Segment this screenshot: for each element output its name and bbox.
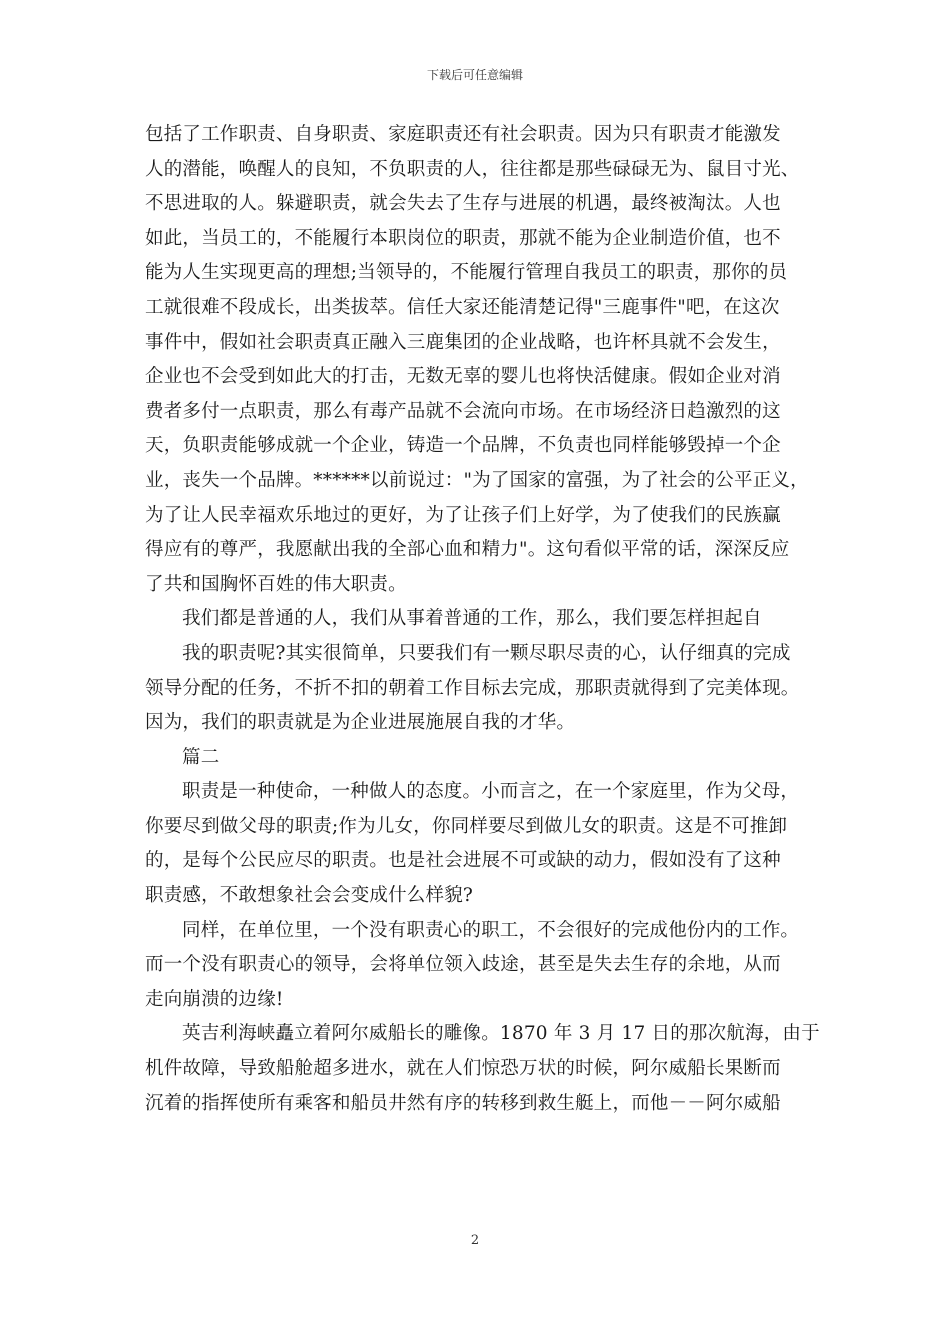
text-line: 我们都是普通的人，我们从事着普通的工作，那么，我们要怎样担起自 [182,608,762,630]
text-line: 了共和国胸怀百姓的伟大职责。 [145,573,407,595]
text-line: 费者多付一点职责，那么有毒产品就不会流向市场。在市场经济日趋激烈的这 [145,400,781,422]
page-number: 2 [470,1233,480,1248]
text-line: 机件故障，导致船舱超多进水，就在人们惊恐万状的时候，阿尔威船长果断而 [145,1058,781,1080]
text-line: 为了让人民幸福欢乐地过的更好，为了让孩子们上好学，为了使我们的民族赢 [145,504,781,526]
text-line: 篇二 [182,746,220,768]
text-line: 的，是每个公民应尽的职责。也是社会进展不可或缺的动力，假如没有了这种 [145,850,781,872]
text-line: 走向崩溃的边缘! [145,988,284,1010]
text-line: 得应有的尊严，我愿献出我的全部心血和精力"。这句看似平常的话，深深反应 [145,539,790,561]
text-line: 而一个没有职责心的领导，会将单位领入歧途，甚至是失去生存的余地，从而 [145,954,781,976]
text-line: 你要尽到做父母的职责;作为儿女，你同样要尽到做儿女的职责。这是不可推卸 [145,815,788,837]
text-line: 英吉利海峡矗立着阿尔威船长的雕像。1870 年 3 月 17 日的那次航海，由于 [182,1023,820,1045]
text-line: 企业也不会受到如此大的打击，无数无辜的婴儿也将快活健康。假如企业对消 [145,366,781,388]
text-line: 职责感，不敢想象社会会变成什么样貌? [145,885,474,907]
page-header: 下载后可任意编辑 [426,68,523,82]
text-line: 领导分配的任务，不折不扣的朝着工作目标去完成，那职责就得到了完美体现。 [145,677,800,699]
text-line: 职责是一种使命，一种做人的态度。小而言之，在一个家庭里，作为父母， [182,781,800,803]
text-line: 我的职责呢?其实很简单，只要我们有一颗尽职尽责的心，认仔细真的完成 [182,642,791,664]
text-line: 因为，我们的职责就是为企业进展施展自我的才华。 [145,712,576,734]
text-line: 人的潜能，唤醒人的良知，不负职责的人，往往都是那些碌碌无为、鼠目寸光、 [145,158,800,180]
text-line: 沉着的指挥使所有乘客和船员井然有序的转移到救生艇上，而他－－阿尔威船 [145,1092,781,1114]
text-line: 如此，当员工的，不能履行本职岗位的职责，那就不能为企业制造价值，也不 [145,227,781,249]
text-line: 业，丧失一个品牌。******以前说过："为了国家的富强，为了社会的公平正义， [145,469,809,491]
text-line: 不思进取的人。躲避职责，就会失去了生存与进展的机遇，最终被淘汰。人也 [145,193,781,215]
text-line: 工就很难不段成长，出类拔萃。信任大家还能清楚记得"三鹿事件"吧，在这次 [145,296,780,318]
text-line: 包括了工作职责、自身职责、家庭职责还有社会职责。因为只有职责才能激发 [145,124,781,145]
text-line: 能为人生实现更高的理想;当领导的，不能履行管理自我员工的职责，那你的员 [145,262,788,284]
document-body [145,118,825,1121]
text-line: 天，负职责能够成就一个企业，铸造一个品牌，不负责也同样能够毁掉一个企 [145,435,781,457]
text-line: 同样，在单位里，一个没有职责心的职工，不会很好的完成他份内的工作。 [182,919,800,941]
text-line: 事件中，假如社会职责真正融入三鹿集团的企业战略，也许杯具就不会发生， [145,331,781,353]
